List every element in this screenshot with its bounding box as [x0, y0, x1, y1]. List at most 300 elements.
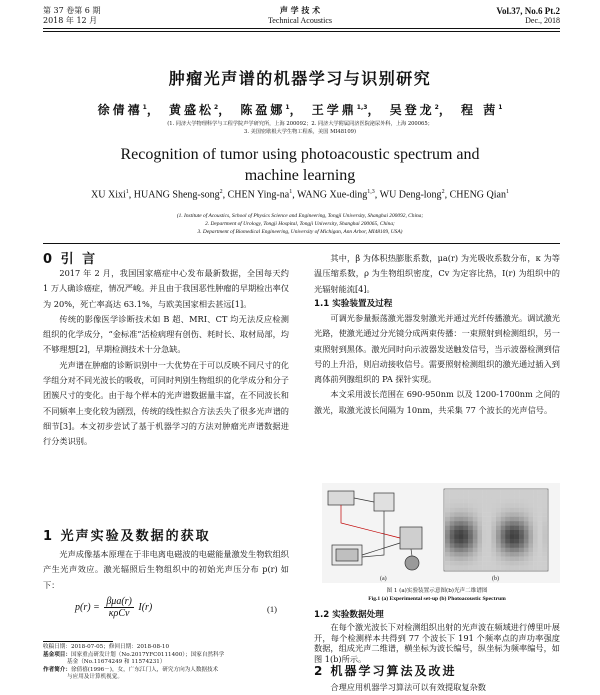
- heatmap-cell: [477, 530, 482, 535]
- heatmap-cell: [473, 517, 478, 522]
- heatmap-cell: [524, 526, 529, 531]
- heatmap-cell: [501, 526, 506, 531]
- authors-en: XU Xixi$^1$, HUANG Sheng-song$^2$, CHEN Ying-$na^1$, WANG Xue-ding$^{1,3}$, WU Deng-long$^2$, CHENG Qian$^1$: [91, 189, 509, 201]
- affiliation-en: 2. Department of Urology, Tongji Hospital, Tongji University, Shanghai 200065, China;: [205, 221, 395, 227]
- heatmap-cell: [515, 499, 520, 504]
- heatmap-cell: [496, 557, 501, 562]
- heatmap-cell: [473, 494, 478, 499]
- heatmap-cell: [528, 499, 533, 504]
- header-date-cn: 2018 年 12 月: [43, 16, 98, 25]
- heatmap-cell: [501, 494, 506, 499]
- heatmap-cell: [533, 543, 538, 548]
- heatmap-cell: [464, 543, 469, 548]
- heatmap-cell: [524, 539, 529, 544]
- header-rule: [43, 28, 560, 29]
- figure-panel-a-label: (a): [380, 576, 387, 582]
- header-date-en: Dec., 2018: [525, 16, 560, 25]
- heatmap-cell: [468, 517, 473, 522]
- heatmap-cell: [519, 494, 524, 499]
- equation-numerator: βμa(r): [106, 596, 132, 607]
- title-rule: [43, 243, 560, 244]
- heatmap-cell: [487, 503, 492, 508]
- heatmap-cell: [473, 557, 478, 562]
- heatmap-cell: [445, 508, 450, 513]
- trigger-line: [354, 498, 374, 502]
- heatmap-cell: [445, 517, 450, 522]
- heatmap-cell: [454, 557, 459, 562]
- author-cn: 程 茜: [461, 103, 499, 117]
- author-en: WANG Xue-ding: [297, 189, 368, 201]
- heatmap-cell: [491, 512, 496, 517]
- heatmap-cell: [482, 517, 487, 522]
- heatmap-cell: [524, 499, 529, 504]
- heatmap-cell: [454, 503, 459, 508]
- heatmap-cells: [445, 490, 547, 570]
- heatmap-cell: [464, 557, 469, 562]
- heatmap-cell: [450, 512, 455, 517]
- heatmap-cell: [533, 561, 538, 566]
- heatmap-cell: [510, 530, 515, 535]
- heatmap-cell: [542, 561, 547, 566]
- heatmap-cell: [519, 557, 524, 562]
- heatmap-cell: [473, 503, 478, 508]
- heatmap-cell: [468, 526, 473, 531]
- heatmap-cell: [468, 566, 473, 571]
- heatmap-cell: [524, 508, 529, 513]
- heatmap-cell: [528, 548, 533, 553]
- heatmap-cell: [515, 530, 520, 535]
- footnote-author-label: 作者简介：: [43, 666, 71, 673]
- heatmap-cell: [524, 557, 529, 562]
- heatmap-cell: [505, 517, 510, 522]
- heatmap-cell: [501, 566, 506, 571]
- heatmap-cell: [510, 521, 515, 526]
- subsection-1-1-heading: 1.1 实验装置及过程: [314, 299, 393, 309]
- heatmap-cell: [464, 561, 469, 566]
- paragraph: 光声谱在肿瘤的诊断识别中一大优势在于可以反映不同尺寸的化学组分对不同光波长的吸收，可同时判别生物组织的化学成分和分子团簇尺寸的变化。由于每个样本的光声谱数据量丰富，在不同波长和不同频率上变化较为剧烈，传统的线性拟合方法丢失了很多光声谱的细节[3]。本文初步尝试了基于机器学习的方法对肿瘤光声谱数据进行分类识别。: [43, 359, 289, 447]
- heatmap-cell: [496, 548, 501, 553]
- heatmap-cell: [505, 526, 510, 531]
- heatmap-cell: [464, 494, 469, 499]
- heatmap-cell: [542, 543, 547, 548]
- heatmap-cell: [519, 490, 524, 495]
- figure-panel-b-label: (b): [492, 576, 499, 582]
- heatmap-cell: [496, 526, 501, 531]
- heatmap-cell: [454, 512, 459, 517]
- heatmap-cell: [450, 552, 455, 557]
- heatmap-cell: [542, 503, 547, 508]
- heatmap-cell: [542, 548, 547, 553]
- heatmap-cell: [519, 530, 524, 535]
- footnote-rule: [43, 641, 113, 642]
- heatmap-cell: [542, 557, 547, 562]
- heatmap-cell: [496, 499, 501, 504]
- heatmap-cell: [524, 552, 529, 557]
- heatmap-cell: [491, 530, 496, 535]
- heatmap-cell: [519, 539, 524, 544]
- heatmap-cell: [519, 543, 524, 548]
- heatmap-cell: [510, 490, 515, 495]
- author-cn: 陈盈娜: [240, 103, 286, 117]
- heatmap-cell: [519, 503, 524, 508]
- heatmap-cell: [468, 543, 473, 548]
- heatmap-cell: [515, 543, 520, 548]
- heatmap-cell: [501, 490, 506, 495]
- heatmap-cell: [519, 521, 524, 526]
- heatmap-cell: [477, 526, 482, 531]
- heatmap-cell: [510, 503, 515, 508]
- heatmap-cell: [528, 512, 533, 517]
- heatmap-cell: [510, 539, 515, 544]
- heatmap-cell: [445, 499, 450, 504]
- heatmap-cell: [477, 512, 482, 517]
- heatmap-cell: [524, 517, 529, 522]
- affiliation-en: (1. Institute of Acoustics, School of Physics Science and Engineering, Tongji University, Shanghai 200092, China;: [176, 213, 424, 219]
- author-cn-aff: 2: [434, 104, 439, 111]
- heatmap-cell: [505, 530, 510, 535]
- heatmap-cell: [459, 517, 464, 522]
- heatmap-cell: [528, 557, 533, 562]
- heatmap-cell: [524, 543, 529, 548]
- heatmap-cell: [450, 490, 455, 495]
- heatmap-cell: [482, 539, 487, 544]
- heatmap-cell: [533, 499, 538, 504]
- heatmap-cell: [496, 566, 501, 571]
- heatmap-cell: [487, 512, 492, 517]
- heatmap-cell: [510, 526, 515, 531]
- heatmap-cell: [510, 499, 515, 504]
- heatmap-cell: [528, 561, 533, 566]
- heatmap-cell: [445, 512, 450, 517]
- heatmap-cell: [487, 508, 492, 513]
- author-en: CHENG Qian: [449, 189, 506, 201]
- heatmap-cell: [464, 521, 469, 526]
- heatmap-cell: [459, 548, 464, 553]
- heatmap-cell: [450, 539, 455, 544]
- heatmap-cell: [491, 508, 496, 513]
- heatmap-cell: [454, 530, 459, 535]
- heatmap-cell: [482, 512, 487, 517]
- heatmap-cell: [501, 508, 506, 513]
- heatmap-cell: [468, 539, 473, 544]
- heatmap-cell: [459, 508, 464, 513]
- heatmap-cell: [542, 534, 547, 539]
- heatmap-cell: [533, 494, 538, 499]
- equation-number: (1): [267, 604, 277, 614]
- heatmap-cell: [445, 530, 450, 535]
- heatmap-cell: [445, 557, 450, 562]
- heatmap-cell: [519, 508, 524, 513]
- pa-spectrum-heatmap: [444, 489, 548, 571]
- heatmap-cell: [450, 566, 455, 571]
- heatmap-cell: [505, 552, 510, 557]
- heatmap-cell: [524, 561, 529, 566]
- heatmap-cell: [459, 494, 464, 499]
- heatmap-cell: [524, 494, 529, 499]
- heatmap-cell: [445, 543, 450, 548]
- heatmap-cell: [487, 521, 492, 526]
- heatmap-cell: [524, 490, 529, 495]
- heatmap-cell: [468, 552, 473, 557]
- heatmap-cell: [501, 543, 506, 548]
- heatmap-cell: [538, 534, 543, 539]
- heatmap-cell: [450, 499, 455, 504]
- title-en: [0, 144, 600, 186]
- paragraph: 合理应用机器学习算法可以有效提取复杂数: [330, 682, 486, 692]
- heatmap-cell: [515, 561, 520, 566]
- heatmap-cell: [505, 490, 510, 495]
- heatmap-cell: [501, 557, 506, 562]
- affiliation-cn: 3. 美国密歇根大学生物工程系，美国 MI48109): [244, 129, 356, 135]
- heatmap-cell: [477, 503, 482, 508]
- heatmap-cell: [450, 508, 455, 513]
- heatmap-cell: [464, 548, 469, 553]
- heatmap-cell: [468, 508, 473, 513]
- author-cn-aff: 2: [214, 104, 219, 111]
- heatmap-cell: [510, 557, 515, 562]
- heatmap-cell: [450, 521, 455, 526]
- setup-schematic: [328, 491, 422, 570]
- heatmap-cell: [473, 508, 478, 513]
- heatmap-cell: [505, 557, 510, 562]
- heatmap-cell: [473, 566, 478, 571]
- heatmap-cell: [528, 494, 533, 499]
- heatmap-cell: [445, 494, 450, 499]
- author-en-aff: 2: [219, 189, 223, 195]
- heatmap-cell: [519, 512, 524, 517]
- heatmap-cell: [468, 548, 473, 553]
- heatmap-cell: [496, 561, 501, 566]
- heatmap-cell: [450, 530, 455, 535]
- heatmap-cell: [533, 534, 538, 539]
- heatmap-cell: [496, 534, 501, 539]
- heatmap-cell: [528, 566, 533, 571]
- author-en: HUANG Sheng-song: [133, 189, 220, 201]
- laser-icon: [328, 491, 354, 505]
- prostate-sample-icon: [405, 556, 419, 570]
- heatmap-cell: [450, 534, 455, 539]
- title-en-line: Recognition of tumor using photoacoustic spectrum and: [120, 146, 480, 163]
- heatmap-cell: [533, 557, 538, 562]
- author-en: WU Deng-long: [379, 189, 442, 201]
- heatmap-cell: [501, 548, 506, 553]
- heatmap-cell: [538, 517, 543, 522]
- heatmap-cell: [519, 499, 524, 504]
- heatmap-cell: [464, 508, 469, 513]
- heatmap-cell: [533, 552, 538, 557]
- heatmap-cell: [538, 539, 543, 544]
- heatmap-cell: [450, 548, 455, 553]
- author-en-aff: 1: [289, 189, 293, 195]
- heatmap-cell: [459, 557, 464, 562]
- heatmap-cell: [482, 552, 487, 557]
- heatmap-cell: [533, 530, 538, 535]
- heatmap-cell: [473, 534, 478, 539]
- footnote-fund-cont: 基金（No.11674249 和 11574231）: [67, 659, 166, 665]
- author-cn-aff: 1,3: [356, 104, 368, 111]
- heatmap-cell: [491, 521, 496, 526]
- heatmap-cell: [528, 517, 533, 522]
- heatmap-cell: [496, 552, 501, 557]
- heatmap-cell: [464, 539, 469, 544]
- heatmap-cell: [533, 503, 538, 508]
- heatmap-cell: [519, 561, 524, 566]
- paragraph: 在每个激光波长下对检测组织出射的光声波在频域进行傅里叶展开，每个检测样本共得到 77 个波长下 191 个频率点的声功率强度数据，组成光声二维谱，横坐标为波长编号，纵坐标为频率编号，如图 1(b)所示。: [314, 622, 560, 664]
- heatmap-cell: [538, 530, 543, 535]
- paragraph: 可调光参量振荡激光器发射激光并通过光纤传播激光。调试激光光路，使激光通过分光镜分成两束传播：一束照射到检测组织，另一束照射到黑体。激光同时向示波器发送触发信号，当示波器检测到信号的上升沿，则启动接收信号。需要照射检测组织的激光通过插入到离体前列腺组织的 PA 探针实现。: [314, 313, 560, 385]
- heatmap-cell: [464, 526, 469, 531]
- footnote-received: 收稿日期：2018-07-05；修回日期：2018-08-10: [43, 644, 170, 650]
- heatmap-cell: [538, 526, 543, 531]
- heatmap-cell: [459, 543, 464, 548]
- heatmap-cell: [533, 526, 538, 531]
- heatmap-cell: [515, 548, 520, 553]
- heatmap-cell: [524, 503, 529, 508]
- heatmap-cell: [487, 534, 492, 539]
- heatmap-cell: [454, 521, 459, 526]
- section-2-body: [314, 681, 560, 695]
- heatmap-cell: [487, 552, 492, 557]
- heatmap-cell: [538, 552, 543, 557]
- heatmap-cell: [505, 543, 510, 548]
- heatmap-cell: [496, 521, 501, 526]
- paragraph: 光声成像基本原理在于非电离电磁波的电磁能量激发生物软组织产生光声效应。激光辐照后生物组织中的初始光声压分布 p(r) 如下：: [43, 549, 289, 590]
- heatmap-cell: [501, 534, 506, 539]
- heatmap-cell: [510, 508, 515, 513]
- heatmap-cell: [450, 561, 455, 566]
- heatmap-cell: [510, 552, 515, 557]
- heatmap-cell: [542, 530, 547, 535]
- author-en-aff: 2: [441, 189, 445, 195]
- heatmap-cell: [464, 503, 469, 508]
- heatmap-cell: [450, 517, 455, 522]
- heatmap-cell: [482, 566, 487, 571]
- heatmap-cell: [501, 512, 506, 517]
- heatmap-cell: [528, 530, 533, 535]
- heatmap-cell: [515, 534, 520, 539]
- heatmap-cell: [515, 566, 520, 571]
- heatmap-cell: [542, 508, 547, 513]
- heatmap-cell: [505, 512, 510, 517]
- footnote-fund-text: 国家重点研发计划（No.2017YFC0111400）；国家自然科学: [70, 651, 225, 658]
- heatmap-cell: [533, 508, 538, 513]
- heatmap-cell: [487, 494, 492, 499]
- heatmap-cell: [496, 503, 501, 508]
- heatmap-cell: [468, 512, 473, 517]
- heatmap-cell: [542, 566, 547, 571]
- heatmap-cell: [524, 521, 529, 526]
- heatmap-cell: [491, 552, 496, 557]
- heatmap-cell: [542, 552, 547, 557]
- heatmap-cell: [538, 512, 543, 517]
- heatmap-cell: [491, 499, 496, 504]
- heatmap-cell: [450, 557, 455, 562]
- heatmap-cell: [487, 490, 492, 495]
- heatmap-cell: [505, 508, 510, 513]
- heatmap-cell: [542, 526, 547, 531]
- heatmap-cell: [505, 534, 510, 539]
- heatmap-cell: [533, 490, 538, 495]
- heatmap-cell: [501, 499, 506, 504]
- heatmap-cell: [477, 517, 482, 522]
- heatmap-cell: [454, 526, 459, 531]
- heatmap-cell: [491, 494, 496, 499]
- heatmap-cell: [468, 503, 473, 508]
- heatmap-cell: [487, 539, 492, 544]
- heatmap-cell: [524, 534, 529, 539]
- heatmap-cell: [464, 530, 469, 535]
- author-en-aff: 1: [505, 189, 509, 195]
- section-1-body: [43, 547, 289, 593]
- heatmap-cell: [542, 521, 547, 526]
- heatmap-cell: [496, 530, 501, 535]
- heatmap-cell: [454, 539, 459, 544]
- heatmap-cell: [515, 521, 520, 526]
- heatmap-cell: [510, 561, 515, 566]
- heatmap-cell: [491, 548, 496, 553]
- heatmap-cell: [524, 566, 529, 571]
- heatmap-cell: [501, 517, 506, 522]
- heatmap-cell: [482, 543, 487, 548]
- heatmap-cell: [477, 539, 482, 544]
- heatmap-cell: [454, 494, 459, 499]
- heatmap-cell: [473, 526, 478, 531]
- heatmap-cell: [491, 557, 496, 562]
- heatmap-cell: [519, 552, 524, 557]
- figure-1-graphic: [322, 483, 560, 583]
- heatmap-cell: [454, 499, 459, 504]
- heatmap-cell: [482, 508, 487, 513]
- heatmap-cell: [459, 561, 464, 566]
- heatmap-cell: [496, 517, 501, 522]
- heatmap-cell: [524, 512, 529, 517]
- heatmap-cell: [454, 566, 459, 571]
- heatmap-cell: [542, 490, 547, 495]
- heatmap-cell: [445, 526, 450, 531]
- heatmap-cell: [538, 566, 543, 571]
- heatmap-cell: [496, 512, 501, 517]
- heatmap-cell: [450, 526, 455, 531]
- heatmap-cell: [468, 521, 473, 526]
- heatmap-cell: [473, 561, 478, 566]
- heatmap-cell: [477, 499, 482, 504]
- heatmap-cell: [528, 508, 533, 513]
- heatmap-cell: [473, 543, 478, 548]
- heatmap-cell: [468, 530, 473, 535]
- heatmap-cell: [533, 512, 538, 517]
- heatmap-cell: [473, 490, 478, 495]
- heatmap-cell: [515, 517, 520, 522]
- heatmap-cell: [459, 539, 464, 544]
- heatmap-cell: [477, 508, 482, 513]
- heatmap-cell: [477, 534, 482, 539]
- heatmap-cell: [496, 539, 501, 544]
- heatmap-cell: [542, 517, 547, 522]
- heatmap-cell: [542, 512, 547, 517]
- heatmap-cell: [528, 534, 533, 539]
- heatmap-cell: [491, 517, 496, 522]
- heatmap-cell: [528, 503, 533, 508]
- heatmap-cell: [445, 548, 450, 553]
- heatmap-cell: [528, 543, 533, 548]
- heatmap-cell: [496, 508, 501, 513]
- heatmap-cell: [445, 490, 450, 495]
- heatmap-cell: [468, 561, 473, 566]
- heatmap-cell: [491, 566, 496, 571]
- heatmap-cell: [477, 543, 482, 548]
- heatmap-cell: [496, 490, 501, 495]
- heatmap-cell: [491, 526, 496, 531]
